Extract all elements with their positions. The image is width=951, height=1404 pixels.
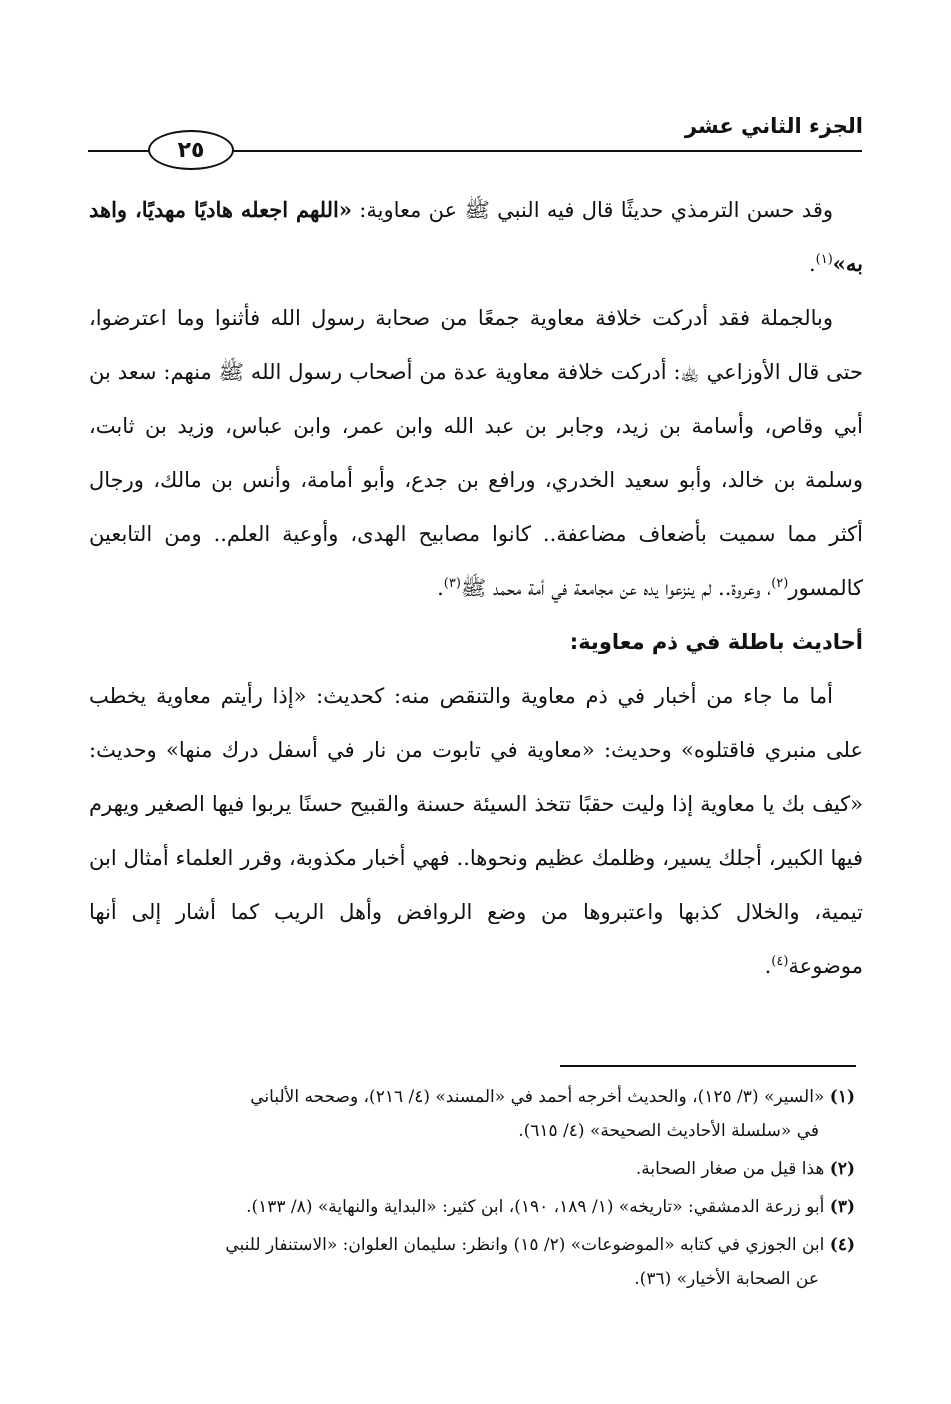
page-number: ٢٥: [148, 130, 234, 170]
p2-end: .: [437, 576, 444, 600]
p1-text: وقد حسن الترمذي حديثًا قال فيه النبي ﷺ عن معاوية:: [351, 198, 834, 222]
footnote-text: أبو زرعة الدمشقي: «تاريخه» (١/ ١٨٩، ١٩٠)، ابن كثير: «البداية والنهاية» (٨/ ١٣٣).: [246, 1197, 825, 1217]
footnote-2: [85, 1152, 855, 1186]
footnote-continuation: في «سلسلة الأحاديث الصحيحة» (٤/ ٦١٥).: [518, 1121, 819, 1141]
footnote-ref-1: (١): [815, 252, 833, 267]
footnote-3: [85, 1190, 855, 1224]
footnote-continuation: عن الصحابة الأخيار» (٣٦).: [634, 1269, 819, 1289]
p3-end: .: [764, 954, 772, 978]
footnote-text: «السير» (٣/ ١٢٥)، والحديث أخرجه أحمد في «المسند» (٤/ ٢١٦)، وصححه الألباني: [250, 1087, 825, 1107]
footnote-number: (١): [829, 1087, 855, 1107]
section-heading: أحاديث باطلة في ذم معاوية:: [569, 630, 863, 654]
running-header: الجزء الثاني عشر: [684, 114, 863, 138]
footnote-rule: [560, 1065, 856, 1067]
footnote-ref-3: (٣): [443, 576, 461, 591]
main-text: [89, 183, 863, 993]
p1-end: .: [808, 252, 816, 276]
p2-text-b: ، وعروة.. لم ينزعوا يده عن مجامعة في أمة محمد ﷺ: [460, 576, 772, 600]
footnote-text: ابن الجوزي في كتابه «الموضوعات» (٢/ ١٥) وانظر: سليمان العلوان: «الاستنفار للنبي: [225, 1235, 825, 1255]
footnote-number: (٣): [829, 1197, 855, 1217]
paragraph-2: [89, 291, 863, 615]
p2-text: وبالجملة فقد أدركت خلافة معاوية جمعًا من صحابة رسول الله فأثنوا وما اعترضوا، حتى قال الأوزاعي ﵀: أدركت خلافة معاوية عدة من أصحاب رسول الله ﷺ منهم: سعد بن أبي وقاص، وأسامة بن زيد، وجابر بن عبد الله وابن عمر، وابن عباس، وزيد بن ثابت، وسلمة بن خالد، وأبو سعيد الخدري، ورافع بن جدع، وأبو أمامة، وأنس بن مالك، ورجال أكثر مما سميت بأضعاف مضاعفة.. كانوا مصابيح الهدى، وأوعية العلم.. ومن التابعين كالمسور: [89, 306, 863, 600]
footnotes: [85, 1080, 855, 1300]
p1-quote: «اللهم اجعله هاديًا مهديًا، واهد به»: [89, 197, 863, 276]
footnote-number: (٢): [829, 1159, 855, 1179]
footnote-ref-4: (٤): [771, 954, 789, 969]
footnote-1: [85, 1080, 855, 1148]
paragraph-1: [89, 183, 863, 291]
footnote-ref-2: (٢): [771, 576, 789, 591]
footnote-4: [85, 1228, 855, 1296]
footnote-number: (٤): [829, 1235, 855, 1255]
paragraph-3: [89, 669, 863, 993]
footnote-text: هذا قيل من صغار الصحابة.: [635, 1159, 825, 1179]
p3-text: أما ما جاء من أخبار في ذم معاوية والتنقص منه: كحديث: «إذا رأيتم معاوية يخطب على منبري فاقتلوه» وحديث: «معاوية في تابوت من نار في أسفل درك منها» وحديث: «كيف بك يا معاوية إذا وليت حقبًا تتخذ السيئة حسنة والقبيح حسنًا يربوا فيها الصغير ويهرم فيها الكبير، أجلك يسير، وظلمك عظيم ونحوها.. فهي أخبار مكذوبة، وقرر العلماء أمثال ابن تيمية، والخلال كذبها واعتبروها من وضع الروافض وأهل الريب كما أشار إلى أنها موضوعة: [89, 684, 863, 978]
